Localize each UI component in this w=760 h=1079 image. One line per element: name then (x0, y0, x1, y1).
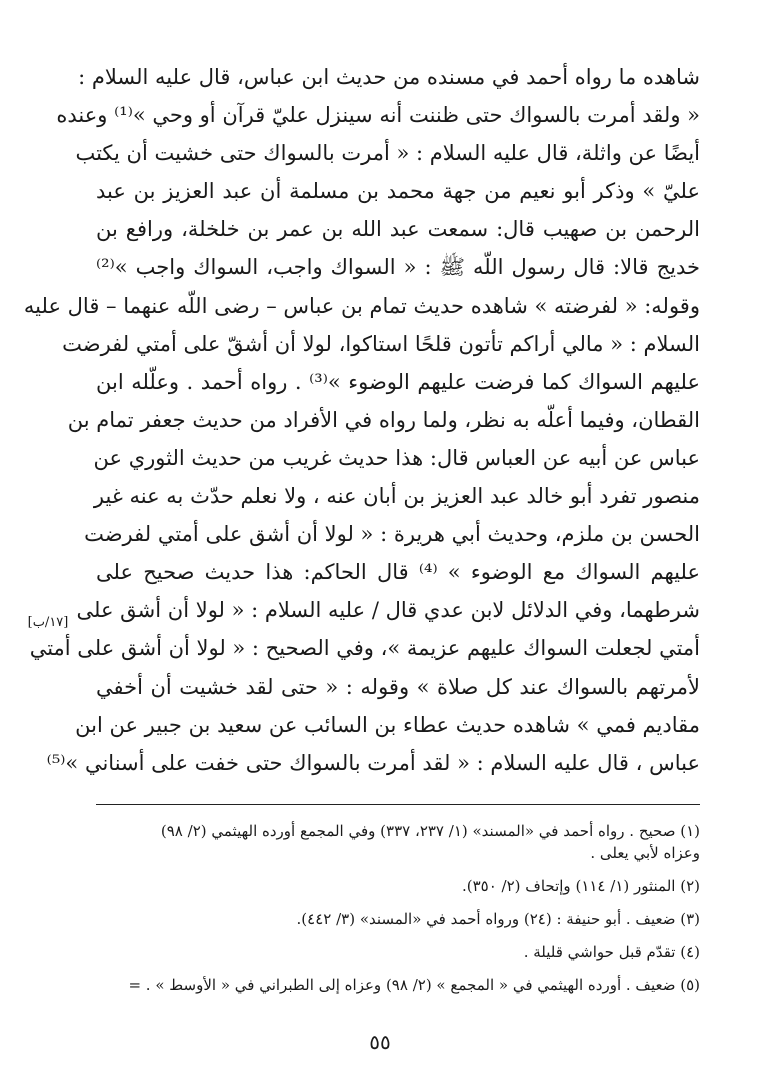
text-line: أمتي لجعلت السواك عليهم عزيمة »، وفي الصحيح : « لولا أن أشق على أمتي (29, 636, 700, 661)
text-line: عليهم السواك كما فرضت عليهم الوضوء »⁽³⁾ . رواه أحمد . وعلّله ابن (96, 369, 700, 394)
page-number: ٥٥ (369, 1030, 391, 1054)
text-line: وقوله: « لفرضته » شاهده حديث تمام بن عباس – رضى اللّه عنهما – قال عليه (23, 293, 700, 318)
text-line: شاهده ما رواه أحمد في مسنده من حديث ابن عباس، قال عليه السلام : (78, 65, 700, 89)
footnotes-block (96, 820, 700, 1007)
text-line: « ولقد أمرت بالسواك حتى ظننت أنه سينزل عليّ قرآن أو وحي »⁽¹⁾ وعنده (56, 103, 700, 128)
footnote-line: (٥) ضعيف . أورده الهيثمي في « المجمع » (٢/ ٩٨) وعزاه إلى الطبراني في « الأوسط » . = (128, 976, 700, 994)
text-line: خديج قالا: قال رسول اللّه ﷺ : « السواك واجب، السواك واجب »⁽²⁾ (96, 255, 700, 280)
text-line: أيضًا عن واثلة، قال عليه السلام : « أمرت بالسواك حتى خشيت أن يكتب (75, 141, 700, 166)
text-line: الحسن بن ملزم، وحديث أبي هريرة : « لولا أن أشق على أمتي لفرضت (84, 522, 700, 547)
footnote-separator (96, 804, 700, 805)
footnote (96, 820, 700, 864)
text-line: السلام : « مالي أراكم تأتون قلحًا استاكوا، لولا أن أشقّ على أمتي لفرضت (62, 331, 700, 356)
footnote (96, 941, 700, 963)
footnote-line: وعزاه لأبي يعلى . (590, 844, 700, 862)
text-line: عليّ » وذكر أبو نعيم من جهة محمد بن مسلمة أن عبد العزيز بن عبد (96, 179, 700, 204)
text-line: القطان، وفيما أعلّه به نظر، ولما رواه في الأفراد من حديث جعفر تمام بن (67, 407, 700, 432)
footnote-line: (٤) تقدّم قبل حواشي قليلة . (523, 943, 700, 961)
margin-folio-note: [١٧/ب] (27, 615, 69, 630)
text-line: لأمرتهم بالسواك عند كل صلاة » وقوله : « حتى لقد خشيت أن أخفي (96, 674, 700, 699)
footnote-line: (١) صحيح . رواه أحمد في «المسند» (١/ ٢٣٧، ٣٣٧) وفي المجمع أورده الهيثمي (٢/ ٩٨) (160, 822, 700, 840)
text-line: عباس ، قال عليه السلام : « لقد أمرت بالسواك حتى خفت على أسناني »⁽⁵⁾ (46, 750, 700, 775)
footnote (96, 974, 700, 996)
text-line: الرحمن بن صهيب قال: سمعت عبد الله بن عمر بن خلخلة، ورافع بن (96, 217, 700, 242)
text-line: عليهم السواك مع الوضوء » ⁽⁴⁾ قال الحاكم: هذا حديث صحيح على (96, 560, 700, 585)
text-line: منصور تفرد أبو خالد عبد العزيز بن أبان عنه ، ولا نعلم حدّث به عنه غير (93, 484, 700, 509)
text-line: شرطهما، وفي الدلائل لابن عدي قال / عليه السلام : « لولا أن أشق على (76, 598, 700, 623)
footnote-line: (٣) ضعيف . أبو حنيفة : (٢٤) ورواه أحمد في «المسند» (٣/ ٤٤٢). (296, 910, 700, 928)
text-line: عباس عن أبيه عن العباس قال: هذا حديث غريب من حديث الثوري عن (93, 445, 700, 470)
footnote (96, 875, 700, 897)
text-line: مقاديم فمي » شاهده حديث عطاء بن السائب عن سعيد بن جبير عن ابن (75, 712, 700, 737)
footnote-line: (٢) المنثور (١/ ١١٤) وإتحاف (٢/ ٣٥٠). (461, 877, 700, 895)
footnote (96, 908, 700, 930)
